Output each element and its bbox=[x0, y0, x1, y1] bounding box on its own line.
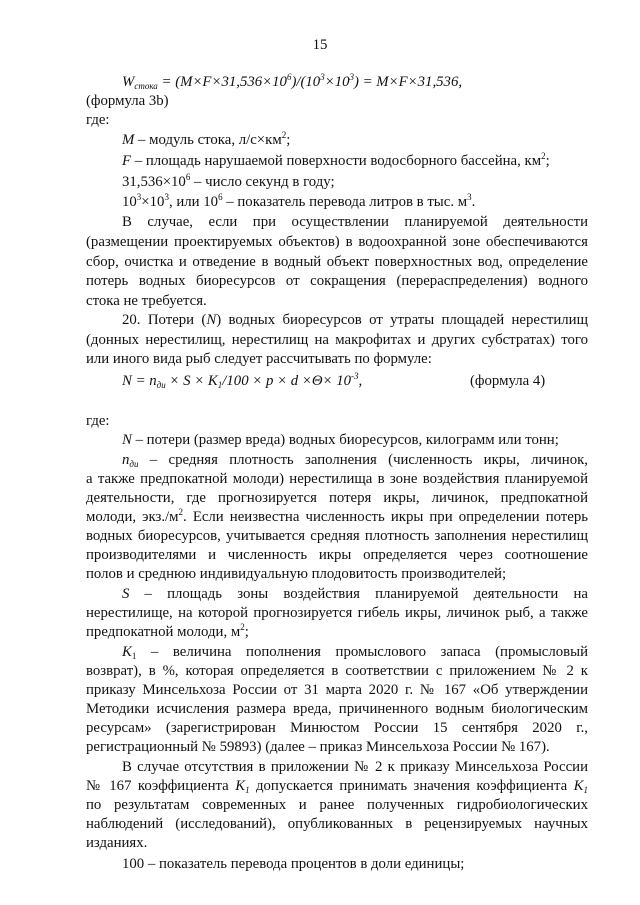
def-m: M – модуль стока, $л/с\times км^2$; bbox=[122, 130, 291, 148]
para-case-line-3: сбор, очистка и отведение в водный объект поверхностных вод, определение bbox=[86, 254, 588, 270]
para-case-line-4: потерь водных биоресурсов от сокращения (перераспределения) водного bbox=[86, 273, 588, 289]
formula-4: $N = n_{ди} \times S \times K_1/100 \times p \times d \times\Theta\times 10^{-3}$, bbox=[122, 371, 363, 390]
def-k1-line-1: $K_1$ – величина пополнения промыслового запаса (промысловый bbox=[122, 644, 588, 661]
def-k1-line-3: приказу Минсельхоза России от 31 марта 2020 г. № 167 «Об утверждении bbox=[86, 682, 588, 698]
def-f: F – площадь нарушаемой поверхности водосборного бассейна, $км^2$; bbox=[122, 151, 550, 169]
def-ndi-line-3: деятельности, где прогнозируется потеря икры, личинок, предпокатной bbox=[86, 490, 588, 506]
def-ndi-line-4: молоди, $экз./м^2$. Если неизвестна численность икры при определении потерь bbox=[86, 508, 588, 525]
def-conversion: $10^3\times 10^3$, или $10^6$ – показатель перевода литров в тыс. $м^3$. bbox=[122, 192, 476, 210]
para-case-line-5: стока не требуется. bbox=[86, 293, 207, 309]
def-k1-line-2: возврат), в %, которая определяется в соответствии с приложением № 2 к bbox=[86, 663, 588, 679]
def-k1-line-6: регистрационный № 59893) (далее – приказ Минсельхоза России № 167). bbox=[86, 739, 550, 755]
def-k1-line-4: Методики исчисления размера вреда, причиненного водным биологическим bbox=[86, 701, 588, 717]
para-20-line-3: или иного вида рыб следует рассчитывать по формуле: bbox=[86, 351, 432, 367]
def-n: N – потери (размер вреда) водных биоресурсов, килограмм или тонн; bbox=[122, 432, 559, 448]
para-20-line-2: (донных нерестилищ, нерестилищ на макрофитах и других субстратах) того bbox=[86, 332, 588, 348]
formula-4-label: (формула 4) bbox=[470, 373, 546, 389]
def-ndi-line-7: полов и среднюю индивидуальную плодовитость производителей; bbox=[86, 566, 507, 582]
def-seconds: $31,536\times 10^6$ – число секунд в году; bbox=[122, 172, 335, 190]
def-s-line-2: нерестилище, на которой прогнозируется гибель икры, личинок рыб, а также bbox=[86, 605, 588, 621]
formula-3b: $W_{стока} = (M\times F\times 31,536\times 10^6)/(10^3\times 10^3) = M\times F\times 31,536$, bbox=[122, 72, 463, 91]
def-k1-line-5: ресурсам» (зарегистрирован Минюстом России 15 сентября 2020 г., bbox=[86, 720, 588, 736]
para-absent-line-5: изданиях. bbox=[86, 835, 148, 851]
para-20-line-1: 20. Потери (N) водных биоресурсов от утраты площадей нерестилищ bbox=[122, 312, 588, 328]
def-ndi-line-6: производителями и численность икры определяется через соотношение bbox=[86, 547, 588, 563]
def-s-line-3: предпокатной молоди, $м^2$; bbox=[86, 622, 249, 640]
where-label-2: где: bbox=[86, 413, 110, 429]
para-case-line-1: В случае, если при осуществлении планируемой деятельности bbox=[122, 214, 588, 230]
para-absent-line-1: В случае отсутствия в приложении № 2 к приказу Минсельхоза России bbox=[122, 759, 588, 775]
para-absent-line-2: № 167 коэффициента $K_1$ допускается принимать значения коэффициента $K_1$ bbox=[86, 778, 588, 795]
last-line: 100 – показатель перевода процентов в доли единицы; bbox=[122, 856, 465, 872]
para-absent-line-4: наблюдений (исследований), опубликованных в рецензируемых научных bbox=[86, 816, 588, 832]
def-ndi-line-5: водных биоресурсов, учитывается средняя плотность заполнения нерестилищ bbox=[86, 528, 588, 544]
para-absent-line-3: по результатам современных и ранее полученных гидробиологических bbox=[86, 797, 588, 813]
where-label-1: где: bbox=[86, 112, 110, 128]
para-case-line-2: (размещении проектируемых объектов) в водоохранной зоне обеспечиваются bbox=[86, 234, 588, 250]
def-ndi-line-1: $n_{ди}$ – средняя плотность заполнения (численность икры, личинок, bbox=[122, 452, 588, 469]
def-s-line-1: S – площадь зоны воздействия планируемой деятельности на bbox=[122, 586, 588, 602]
page-number: 15 bbox=[312, 37, 328, 53]
def-ndi-line-2: а также предпокатной молоди) нерестилища в зоне воздействия планируемой bbox=[86, 471, 588, 487]
formula-3b-label: (формула 3b) bbox=[86, 93, 169, 109]
